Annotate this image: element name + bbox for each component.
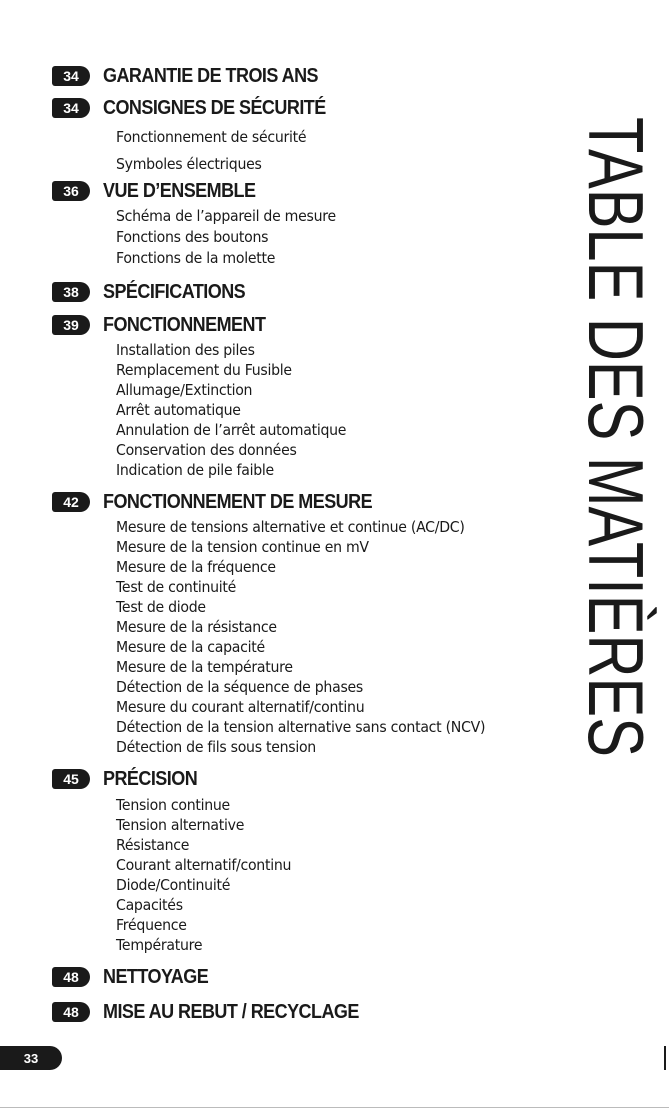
page-number-tag: 34 [52, 98, 90, 118]
toc-item: Mesure de la fréquence [116, 558, 276, 576]
toc-item: Conservation des données [116, 441, 297, 459]
toc-item: Remplacement du Fusible [116, 361, 292, 379]
section-items [116, 517, 509, 757]
toc-section [52, 998, 387, 1026]
toc-item: Mesure de la capacité [116, 638, 265, 656]
page-number-tag: 34 [52, 66, 90, 86]
toc-section [52, 311, 283, 339]
toc-section [52, 177, 272, 205]
toc-section [52, 488, 402, 516]
toc-item: Allumage/Extinction [116, 381, 253, 399]
toc-section [52, 94, 350, 122]
toc-item: Symboles électriques [116, 155, 262, 173]
toc-item: Installation des piles [116, 341, 255, 359]
toc-item: Schéma de l’appareil de mesure [116, 207, 336, 225]
page-number-tag: 48 [52, 1002, 90, 1022]
toc-item: Fonctionnement de sécurité [116, 128, 307, 146]
page-number-badge: 33 [0, 1046, 62, 1070]
toc-section [52, 765, 208, 793]
page-number-tag: 38 [52, 282, 90, 302]
toc-item: Fonctions de la molette [116, 249, 276, 267]
toc-item: Mesure du courant alternatif/continu [116, 698, 365, 716]
section-title: CONSIGNES DE SÉCURITÉ [103, 96, 326, 119]
page-number-tag: 45 [52, 769, 90, 789]
toc-item: Mesure de tensions alternative et continue (AC/DC) [116, 518, 465, 536]
toc-item: Tension alternative [116, 816, 245, 834]
page-number-tag: 36 [52, 181, 90, 201]
section-title: SPÉCIFICATIONS [103, 280, 246, 303]
bottom-rule [0, 1107, 669, 1108]
toc-item: Détection de la tension alternative sans contact (NCV) [116, 718, 486, 736]
toc-item: Détection de fils sous tension [116, 738, 316, 756]
toc-item: Test de continuité [116, 578, 237, 596]
section-title: VUE D’ENSEMBLE [103, 179, 256, 202]
toc-item: Fréquence [116, 916, 187, 934]
section-title: MISE AU REBUT / RECYCLAGE [103, 1000, 359, 1023]
toc-item: Annulation de l’arrêt automatique [116, 421, 347, 439]
edge-mark [664, 1046, 666, 1070]
side-title-text: TABLE DES MATIÈRES [572, 117, 660, 955]
section-title: NETTOYAGE [103, 965, 209, 988]
toc-item: Fonctions des boutons [116, 228, 269, 246]
section-title: FONCTIONNEMENT [103, 313, 266, 336]
toc-item: Diode/Continuité [116, 876, 231, 894]
toc-item: Arrêt automatique [116, 401, 241, 419]
section-title: FONCTIONNEMENT DE MESURE [103, 490, 373, 513]
section-title: GARANTIE DE TROIS ANS [103, 64, 319, 87]
toc-section [52, 963, 220, 991]
section-items [116, 340, 361, 480]
toc-section [52, 278, 261, 306]
page-number-tag: 39 [52, 315, 90, 335]
page-number-tag: 48 [52, 967, 90, 987]
toc-item: Mesure de la résistance [116, 618, 277, 636]
page-number-tag: 42 [52, 492, 90, 512]
toc-item: Indication de pile faible [116, 461, 274, 479]
section-title: PRÉCISION [103, 767, 198, 790]
section-items [116, 124, 318, 178]
toc-section [52, 62, 342, 90]
toc-item: Résistance [116, 836, 190, 854]
section-items [116, 206, 350, 269]
toc-item: Mesure de la tension continue en mV [116, 538, 369, 556]
toc-item: Mesure de la température [116, 658, 293, 676]
toc-item: Détection de la séquence de phases [116, 678, 363, 696]
side-title-graphic [527, 117, 660, 955]
toc-item: Capacités [116, 896, 183, 914]
toc-item: Courant alternatif/continu [116, 856, 292, 874]
side-title [527, 117, 660, 955]
toc-item: Test de diode [116, 598, 206, 616]
toc-item: Tension continue [116, 796, 230, 814]
toc-item: Température [116, 936, 203, 954]
section-items [116, 795, 302, 955]
